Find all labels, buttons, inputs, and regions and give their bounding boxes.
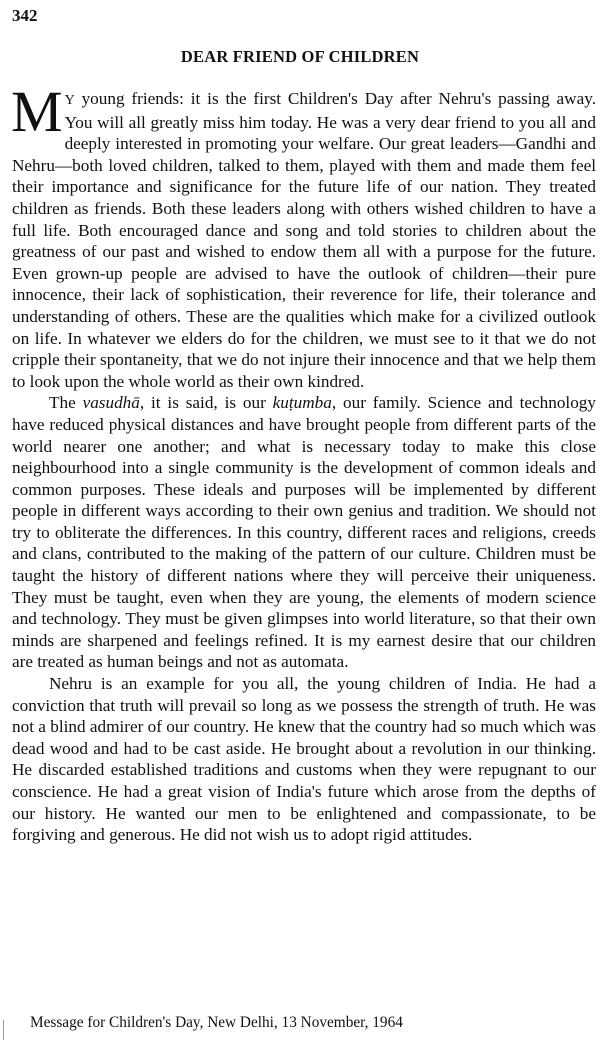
paragraph-2-lead: The [49,393,83,413]
paragraph-1-text: young friends: it is the first Children's Day after Nehru's passing away. You will all greatly miss him today. He was a very dear friend to you all and deeply interested in promoting your welfare. Our great leaders—Gandhi and Nehru—both loved children, talked to them, played with them and made them feel their importance and significance for the future life of our nation. They treated children as friends. Both these leaders along with others wished children to have a full life. Both encouraged dance and song and told stories to children about the greatness of our past and wished to endow them all with a purpose for the future. Even grown-up people are advised to have the outlook of children—their pure innocence, their lack of sophistication, their reverence for life, their tolerance and understanding of others. These are the qualities which make for a civilized outlook on life. In whatever we elders do for the children, we must see to it that we do not cripple their spontaneity, that we do not injure their innocence and that we help them to look upon the whole world as their own kindred. [12,89,596,391]
paragraph-3: Nehru is an example for you all, the young children of India. He had a conviction that truth will prevail so long as we possess the strength of truth. He was not a blind admirer of our country. He knew that the country had so much which was dead wood and had to be cast aside. He brought about a revolution in our thinking. He discarded established traditions and customs when they were repugnant to our conscience. He had a great vision of India's future which arose from the depths of our history. He wanted our men to be enlightened and compassionate, to be forgiving and generous. He did not wish us to adopt rigid attitudes. [12,674,596,845]
paragraph-1 [11,79,596,392]
drop-cap-continuation: Y [64,93,75,108]
term-kutumba: kuṭumba [272,393,332,413]
source-note: Message for Children's Day, New Delhi, 13 November, 1964 [30,1014,403,1031]
paragraph-2-text: , our family. Science and technology have reduced physical distances and have brought people from different parts of the world nearer one another; and what is necessary today to make this close neighbourhood into a single community is the development of common ideals and common purposes. These ideals and purposes will be implemented by different people in different ways according to their own genius and tradition. We should not try to obliterate the differences. In this country, different races and religions, creeds and clans, contributed to the making of the pattern of our culture. Children must be taught the history of different nations where they will perceive their uniqueness. They must be taught, even when they are young, the elements of modern science and technology. They must be given glimpses into world literature, so that their own minds are sharpened and feelings refined. It is my earnest desire that our children are treated as human beings and not as automata. [12,393,596,672]
page-number: 342 [12,6,38,25]
term-vasudha: vasudhā [82,393,140,413]
drop-cap: M [11,79,63,144]
paragraph-2 [12,392,596,673]
article-body [11,79,596,846]
page-title: DEAR FRIEND OF CHILDREN [180,47,420,66]
paragraph-2-mid: , it is said, is our [139,393,273,413]
margin-mark [3,1020,4,1040]
